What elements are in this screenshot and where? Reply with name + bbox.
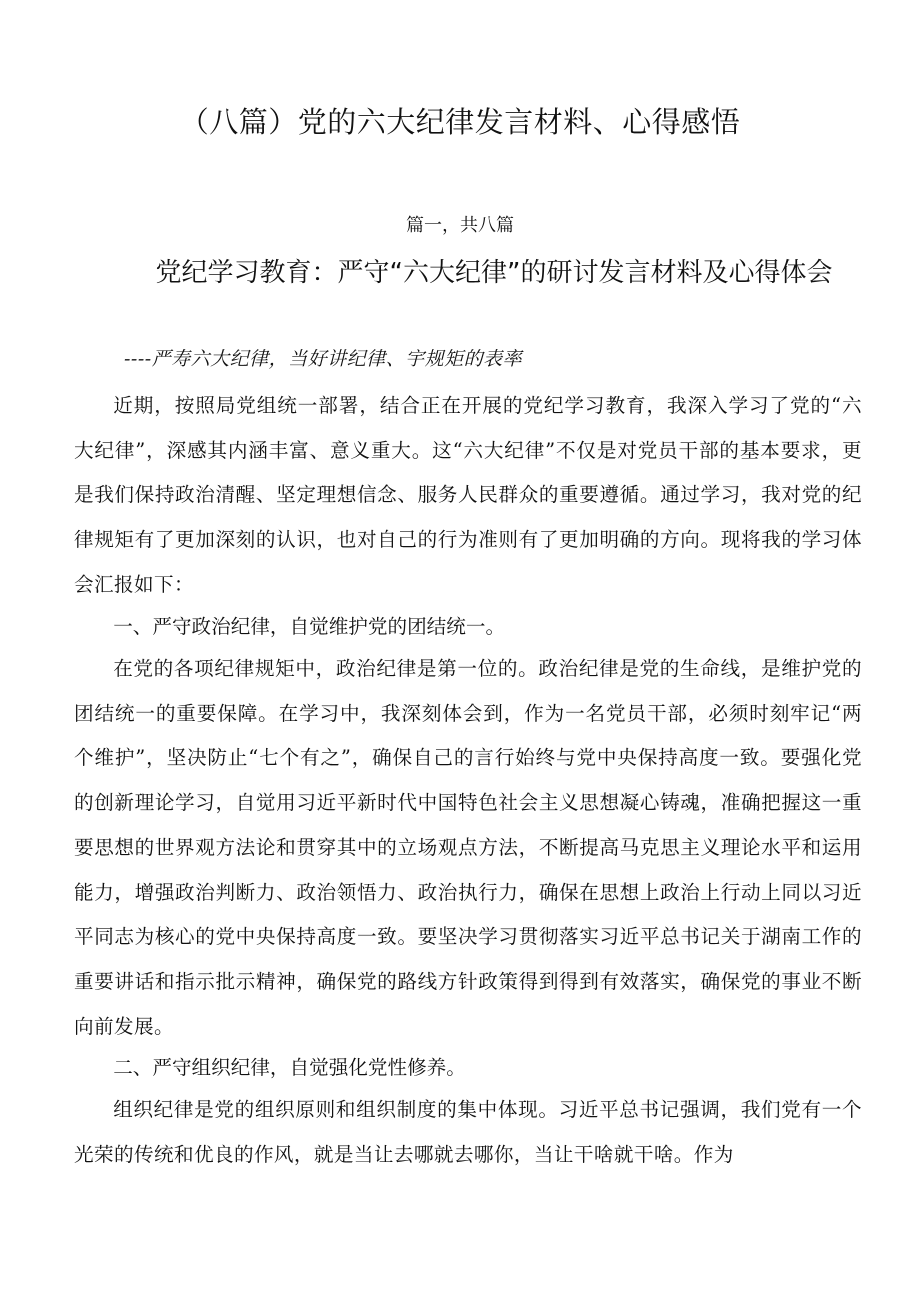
section1-paragraph: [74, 647, 862, 1049]
document-title: （八篇）党的六大纪律发言材料、心得感悟: [179, 105, 741, 139]
section1-lead-sentence: 在党的各项纪律规矩中，政治纪律是第一位的。: [113, 657, 539, 680]
article-title: 党纪学习教育：严守“六大纪律”的研讨发言材料及心得体会: [155, 258, 833, 288]
part-label: 篇一，共八篇: [406, 215, 514, 236]
section2-paragraph: 组织纪律是党的组织原则和组织制度的集中体现。习近平总书记强调，我们党有一个光荣的传统和优良的作风，就是当让去哪就去哪你，当让干啥就干啥。作为: [74, 1098, 862, 1166]
section1-body-text: 政治纪律是党的生命线，是维护党的团结统一的重要保障。在学习中，我深刻体会到，作为一名党员干部，必须时刻牢记“两个维护”，坚决防止“七个有之”，确保自己的言行始终与党中央保持高度一致。要强化党的创新理论学习，自觉用习近平新时代中国特色社会主义思想凝心铸魂，准确把握这一重要思想的世界观方法论和贯穿其中的立场观点方法，不断提高马克思主义理论水平和运用能力，增强政治判断力、政治领悟力、政治执行力，确保在思想上政治上行动上同以习近平同志为核心的党中央保持高度一致。要坚决学习贯彻落实习近平总书记关于湖南工作的重要讲话和指示批示精神，确保党的路线方针政策得到得到有效落实，确保党的事业不断向前发展。: [74, 657, 862, 1038]
section1-heading: 一、严守政治纪律，自觉维护党的团结统一。: [113, 615, 506, 638]
intro-paragraph: 近期，按照局党组统一部署，结合正在开展的党纪学习教育，我深入学习了党的“六大纪律”，深感其内涵丰富、意义重大。这“六大纪律”不仅是对党员干部的基本要求，更是我们保持政治清醒、坚定理想信念、服务人民群众的重要遵循。通过学习，我对党的纪律规矩有了更加深刻的认识，也对自己的行为准则有了更加明确的方向。现将我的学习体会汇报如下：: [74, 394, 862, 596]
section2-heading: 二、严守组织纪律，自觉强化党性修养。: [113, 1056, 466, 1079]
article-subtitle: ----严寿六大纪律，当好讲纪律、宇规矩的表率: [124, 348, 523, 370]
